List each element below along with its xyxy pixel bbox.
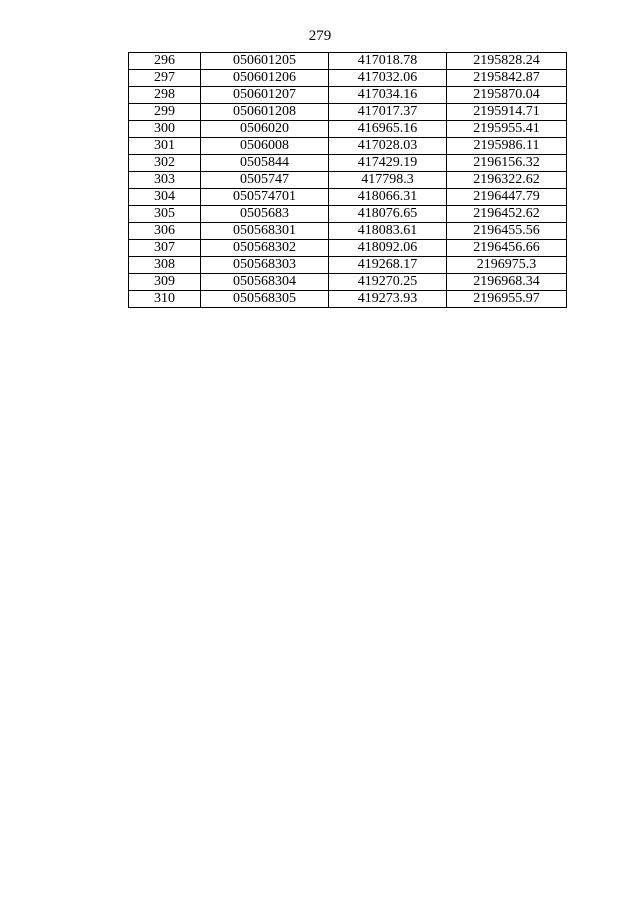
x-coordinate-cell: 417032.06 [329,70,447,87]
point-number-cell: 297 [129,70,201,87]
point-number-cell: 302 [129,155,201,172]
point-code-cell: 0505683 [201,206,329,223]
point-code-cell: 050601206 [201,70,329,87]
table-row [129,291,567,308]
table-row [129,189,567,206]
point-code-cell: 050601207 [201,87,329,104]
point-number-cell: 296 [129,53,201,70]
point-number-cell: 303 [129,172,201,189]
point-number-cell: 298 [129,87,201,104]
point-number-cell: 299 [129,104,201,121]
page-number: 279 [308,28,332,44]
point-code-cell: 050568303 [201,257,329,274]
point-code-cell: 050601208 [201,104,329,121]
point-code-cell: 050568304 [201,274,329,291]
point-number-cell: 308 [129,257,201,274]
table-row [129,104,567,121]
y-coordinate-cell: 2195986.11 [447,138,567,155]
y-coordinate-cell: 2196456.66 [447,240,567,257]
x-coordinate-cell: 417017.37 [329,104,447,121]
x-coordinate-cell: 418092.06 [329,240,447,257]
y-coordinate-cell: 2196455.56 [447,223,567,240]
x-coordinate-cell: 417018.78 [329,53,447,70]
x-coordinate-cell: 418083.61 [329,223,447,240]
point-code-cell: 050568305 [201,291,329,308]
x-coordinate-cell: 417034.16 [329,87,447,104]
table-row [129,172,567,189]
table-row [129,223,567,240]
point-number-cell: 310 [129,291,201,308]
coordinates-table-body [129,53,567,308]
table-row [129,257,567,274]
x-coordinate-cell: 419273.93 [329,291,447,308]
point-code-cell: 0505747 [201,172,329,189]
point-number-cell: 304 [129,189,201,206]
x-coordinate-cell: 419268.17 [329,257,447,274]
point-code-cell: 0506020 [201,121,329,138]
y-coordinate-cell: 2195828.24 [447,53,567,70]
y-coordinate-cell: 2196452.62 [447,206,567,223]
x-coordinate-cell: 419270.25 [329,274,447,291]
x-coordinate-cell: 416965.16 [329,121,447,138]
y-coordinate-cell: 2195870.04 [447,87,567,104]
coordinates-table [128,52,567,308]
x-coordinate-cell: 418076.65 [329,206,447,223]
x-coordinate-cell: 417798.3 [329,172,447,189]
point-code-cell: 050601205 [201,53,329,70]
y-coordinate-cell: 2196975.3 [447,257,567,274]
y-coordinate-cell: 2195914.71 [447,104,567,121]
table-row [129,121,567,138]
y-coordinate-cell: 2196955.97 [447,291,567,308]
table-row [129,53,567,70]
table-row [129,87,567,104]
y-coordinate-cell: 2196968.34 [447,274,567,291]
point-number-cell: 306 [129,223,201,240]
x-coordinate-cell: 417429.19 [329,155,447,172]
point-code-cell: 0505844 [201,155,329,172]
point-code-cell: 050568301 [201,223,329,240]
point-number-cell: 305 [129,206,201,223]
y-coordinate-cell: 2195842.87 [447,70,567,87]
table-row [129,274,567,291]
table-row [129,155,567,172]
point-number-cell: 300 [129,121,201,138]
table-row [129,240,567,257]
point-number-cell: 309 [129,274,201,291]
y-coordinate-cell: 2196322.62 [447,172,567,189]
y-coordinate-cell: 2195955.41 [447,121,567,138]
table-row [129,206,567,223]
point-code-cell: 0506008 [201,138,329,155]
table-row [129,70,567,87]
x-coordinate-cell: 418066.31 [329,189,447,206]
x-coordinate-cell: 417028.03 [329,138,447,155]
table-row [129,138,567,155]
point-number-cell: 301 [129,138,201,155]
y-coordinate-cell: 2196447.79 [447,189,567,206]
y-coordinate-cell: 2196156.32 [447,155,567,172]
point-number-cell: 307 [129,240,201,257]
point-code-cell: 050568302 [201,240,329,257]
point-code-cell: 050574701 [201,189,329,206]
